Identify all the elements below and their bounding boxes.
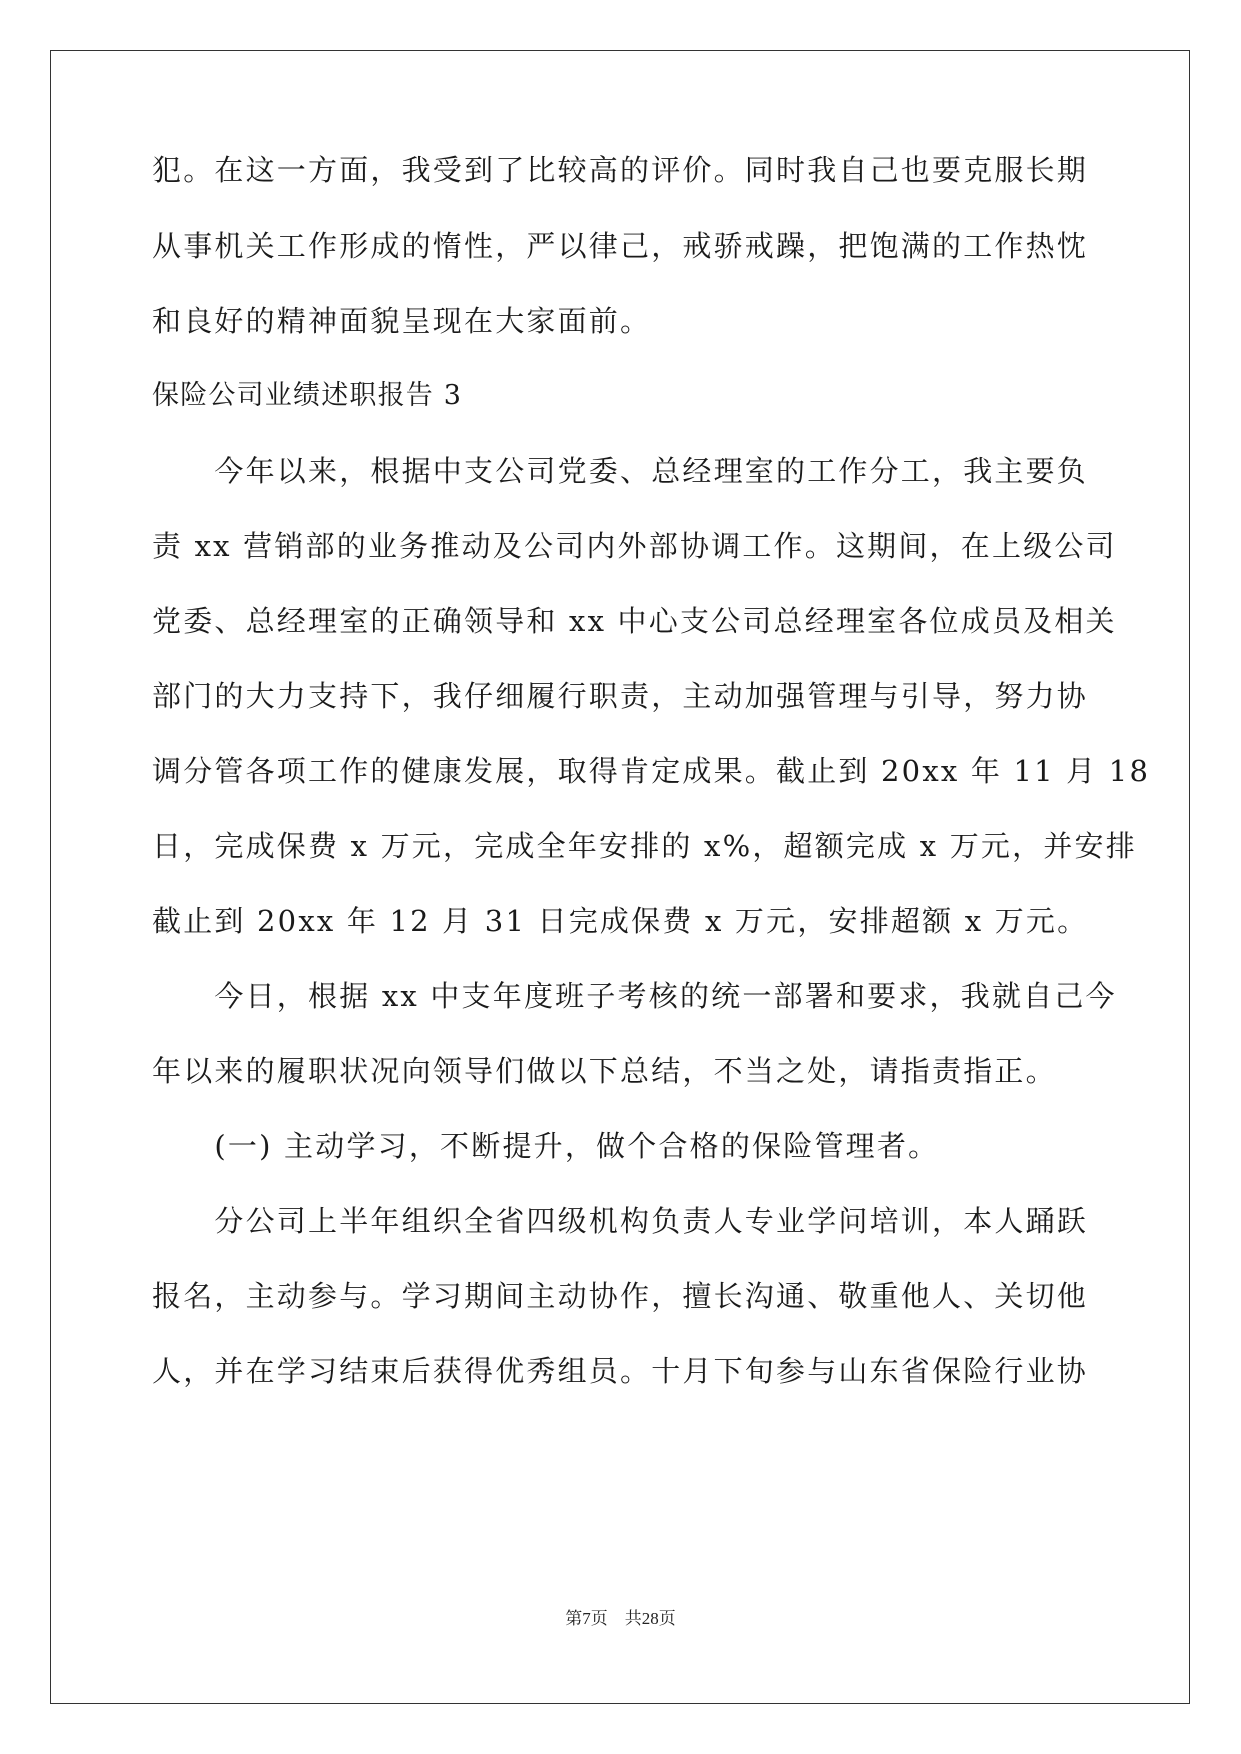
- page-total: 28: [641, 1609, 659, 1628]
- page-unit: 页: [590, 1609, 608, 1629]
- page-current: 7: [582, 1609, 591, 1628]
- page-border: [50, 50, 1190, 1704]
- page-footer: [0, 1607, 1241, 1631]
- body-line-14: (一) 主动学习，不断提升，做个合格的保险管理者。: [152, 1129, 940, 1163]
- body-line-9: 调分管各项工作的健康发展，取得肯定成果。截止到 20xx 年 11 月 18: [152, 754, 1151, 788]
- page-prefix: 第: [565, 1609, 583, 1629]
- body-line-3: 和良好的精神面貌呈现在大家面前。: [152, 304, 652, 338]
- body-line-6: 责 xx 营销部的业务推动及公司内外部协调工作。这期间，在上级公司: [152, 529, 1117, 563]
- body-line-17: 人，并在学习结束后获得优秀组员。十月下旬参与山东省保险行业协: [152, 1354, 1089, 1388]
- body-line-8: 部门的大力支持下，我仔细履行职责，主动加强管理与引导，努力协: [152, 679, 1089, 713]
- body-line-5: 今年以来，根据中支公司党委、总经理室的工作分工，我主要负: [152, 454, 1089, 488]
- body-line-13: 年以来的履职状况向领导们做以下总结，不当之处，请指责指正。: [152, 1054, 1057, 1088]
- total-prefix: 共: [624, 1609, 642, 1629]
- body-line-15: 分公司上半年组织全省四级机构负责人专业学问培训，本人踊跃: [152, 1204, 1089, 1238]
- body-line-7: 党委、总经理室的正确领导和 xx 中心支公司总经理室各位成员及相关: [152, 604, 1117, 638]
- body-line-10: 日，完成保费 x 万元，完成全年安排的 x%，超额完成 x 万元，并安排: [152, 829, 1137, 863]
- body-line-11: 截止到 20xx 年 12 月 31 日完成保费 x 万元，安排超额 x 万元。: [152, 904, 1089, 938]
- total-unit: 页: [658, 1609, 676, 1629]
- body-line-12: 今日，根据 xx 中支年度班子考核的统一部署和要求，我就自己今: [152, 979, 1117, 1013]
- body-line-2: 从事机关工作形成的惰性，严以律己，戒骄戒躁，把饱满的工作热忱: [152, 229, 1089, 263]
- section-heading: 保险公司业绩述职报告 3: [152, 380, 463, 411]
- body-line-1: 犯。在这一方面，我受到了比较高的评价。同时我自己也要克服长期: [152, 153, 1089, 187]
- body-line-16: 报名，主动参与。学习期间主动协作，擅长沟通、敬重他人、关切他: [152, 1279, 1089, 1313]
